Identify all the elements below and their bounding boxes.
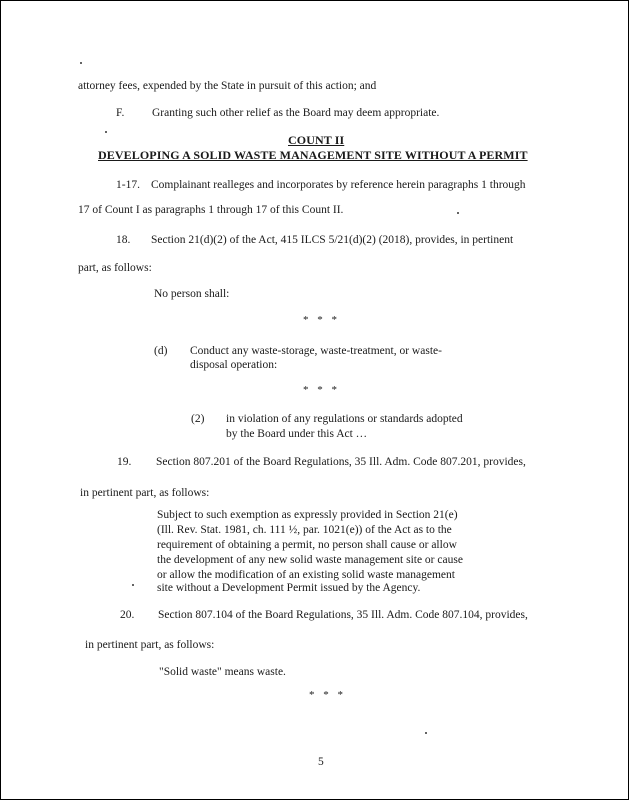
count-title: DEVELOPING A SOLID WASTE MANAGEMENT SITE WITHOUT A PERMIT xyxy=(98,148,528,162)
paragraph-20-line1: Section 807.104 of the Board Regulations, 35 Ill. Adm. Code 807.104, provides, xyxy=(158,609,528,621)
paragraph-20-label: 20. xyxy=(120,609,135,621)
ellipsis-stars: * * * xyxy=(303,384,340,396)
count-heading: COUNT II xyxy=(288,133,345,147)
paragraph-f-label: F. xyxy=(116,107,125,119)
block-quote-line: requirement of obtaining a permit, no person shall cause or allow xyxy=(157,539,457,551)
scan-speck xyxy=(457,212,459,214)
item-d-label: (d) xyxy=(154,345,168,357)
block-quote-line: (Ill. Rev. Stat. 1981, ch. 111 ½, par. 1021(e)) of the Act as to the xyxy=(157,524,452,536)
quote-intro: No person shall: xyxy=(154,288,230,300)
paragraph-19-line1: Section 807.201 of the Board Regulations, 35 Ill. Adm. Code 807.201, provides, xyxy=(156,456,526,468)
block-quote-line: site without a Development Permit issued by the Agency. xyxy=(157,582,421,594)
paragraph-18-line2: part, as follows: xyxy=(78,262,152,274)
scan-speck xyxy=(132,584,134,586)
paragraph-18-line1: Section 21(d)(2) of the Act, 415 ILCS 5/21(d)(2) (2018), provides, in pertinent xyxy=(151,234,514,246)
paragraph-20-line2: in pertinent part, as follows: xyxy=(85,639,215,651)
ellipsis-stars: * * * xyxy=(309,689,346,701)
definition-quote: "Solid waste" means waste. xyxy=(159,666,286,678)
continuation-line: attorney fees, expended by the State in pursuit of this action; and xyxy=(78,80,377,92)
item-d-line2: disposal operation: xyxy=(190,359,278,371)
paragraph-1-17-line2: 17 of Count I as paragraphs 1 through 17 of this Count II. xyxy=(78,204,344,216)
paragraph-f-text: Granting such other relief as the Board may deem appropriate. xyxy=(152,107,440,119)
block-quote-line: or allow the modification of an existing solid waste management xyxy=(157,569,455,581)
scan-speck xyxy=(105,131,107,133)
paragraph-18-label: 18. xyxy=(116,234,131,246)
ellipsis-stars: * * * xyxy=(303,314,340,326)
item-2-line2: by the Board under this Act … xyxy=(226,428,368,440)
paragraph-19-line2: in pertinent part, as follows: xyxy=(80,487,210,499)
block-quote-line: Subject to such exemption as expressly provided in Section 21(e) xyxy=(157,509,458,521)
scan-speck xyxy=(425,732,427,734)
item-2-label: (2) xyxy=(191,413,205,425)
item-2-line1: in violation of any regulations or standards adopted xyxy=(226,413,463,425)
block-quote-line: the development of any new solid waste management site or cause xyxy=(157,554,463,566)
paragraph-1-17-label: 1-17. xyxy=(116,179,140,191)
item-d-line1: Conduct any waste-storage, waste-treatment, or waste- xyxy=(190,345,442,357)
paragraph-19-label: 19. xyxy=(117,456,132,468)
paragraph-1-17-line1: Complainant realleges and incorporates by reference herein paragraphs 1 through xyxy=(151,179,526,191)
scan-speck xyxy=(80,62,82,64)
page-number: 5 xyxy=(318,756,324,768)
